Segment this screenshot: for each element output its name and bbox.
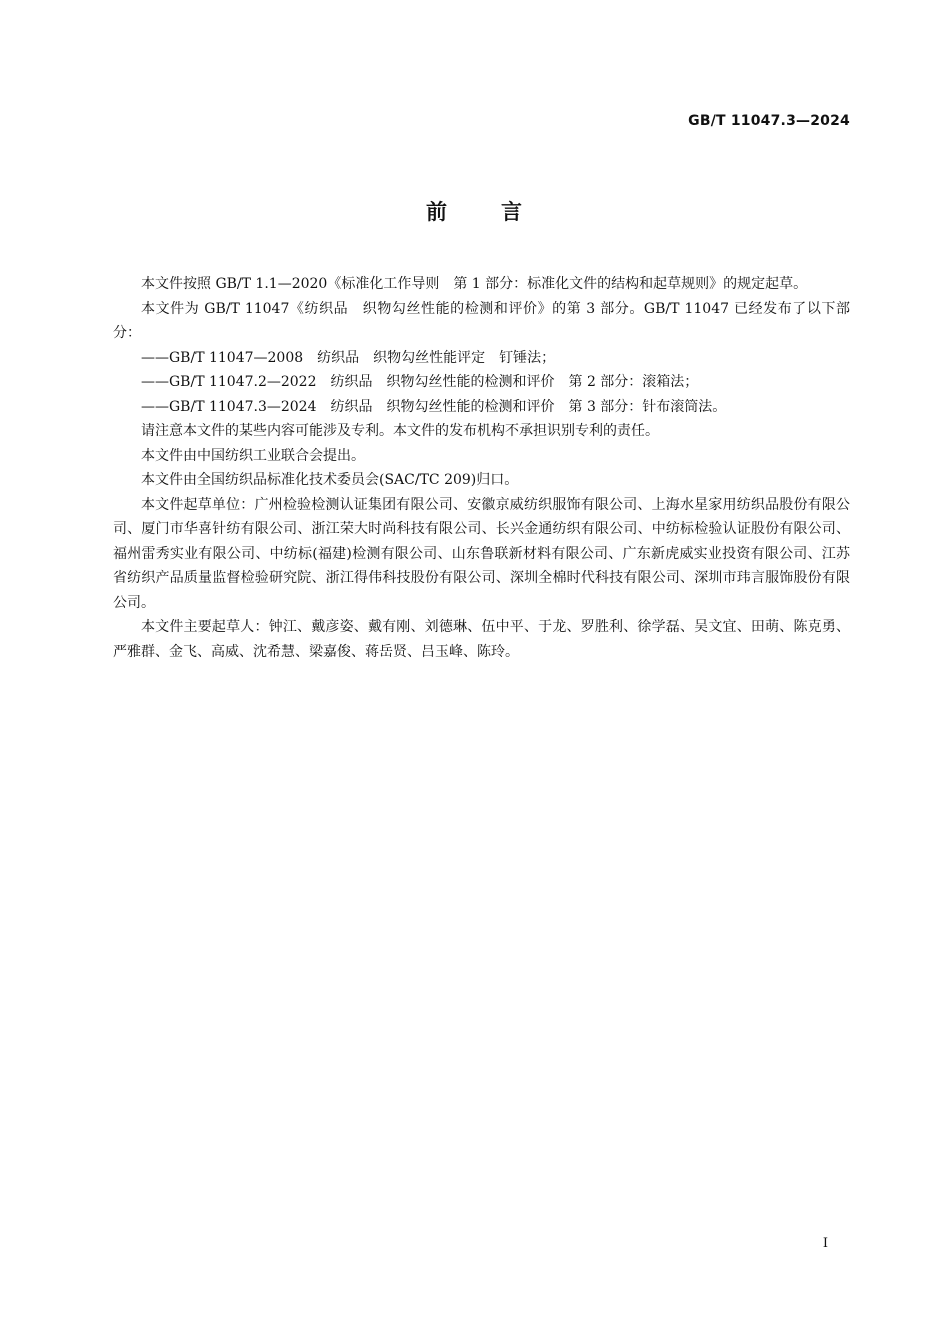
paragraph-drafting-organizations: 本文件起草单位：广州检验检测认证集团有限公司、安徽京威纺织服饰有限公司、上海水星家用纺织品股份有限公司、厦门市华喜针纺有限公司、浙江荣大时尚科技有限公司、长兴金通纺织有限公司、中纺标检验认证股份有限公司、福州雷秀实业有限公司、中纺标(福建)检测有限公司、山东鲁联新材料有限公司、广东新虎威实业投资有限公司、江苏省纺织产品质量监督检验研究院、浙江得伟科技股份有限公司、深圳全棉时代科技有限公司、深圳市玮言服饰股份有限公司。: [113, 496, 850, 611]
list-item-part-2: ——GB/T 11047.2—2022 纺织品 织物勾丝性能的检测和评价 第 2 部分：滚箱法；: [141, 374, 699, 390]
standard-number: GB/T 11047.3—2024: [688, 113, 850, 129]
paragraph-main-drafters: 本文件主要起草人：钟江、戴彦姿、戴有刚、刘德琳、伍中平、于龙、罗胜利、徐学磊、吴文宜、田萌、陈克勇、严雅群、金飞、高威、沈希慧、梁嘉俊、蒋岳贤、吕玉峰、陈玲。: [113, 619, 850, 660]
paragraph-technical-committee: 本文件由全国纺织品标准化技术委员会(SAC/TC 209)归口。: [141, 472, 519, 488]
list-item-part-3: ——GB/T 11047.3—2024 纺织品 织物勾丝性能的检测和评价 第 3 部分：针布滚筒法。: [141, 398, 727, 415]
page-number: I: [822, 1236, 828, 1251]
paragraph-part-intro: 本文件为 GB/T 11047《纺织品 织物勾丝性能的检测和评价》的第 3 部分。GB/T 11047 已经发布了以下部分：: [113, 300, 850, 341]
title-char-2: 言: [501, 200, 524, 224]
title-char-1: 前: [426, 200, 449, 224]
paragraph-proposed-by: 本文件由中国纺织工业联合会提出。: [141, 447, 365, 464]
page-title: [0, 196, 950, 226]
foreword-body: [113, 272, 850, 664]
paragraph-patent-notice: 请注意本文件的某些内容可能涉及专利。本文件的发布机构不承担识别专利的责任。: [141, 423, 659, 439]
paragraph-drafting-rules: 本文件按照 GB/T 1.1—2020《标准化工作导则 第 1 部分：标准化文件的结构和起草规则》的规定起草。: [141, 276, 808, 292]
list-item-part-1: ——GB/T 11047—2008 纺织品 织物勾丝性能评定 钉锤法；: [141, 349, 556, 366]
